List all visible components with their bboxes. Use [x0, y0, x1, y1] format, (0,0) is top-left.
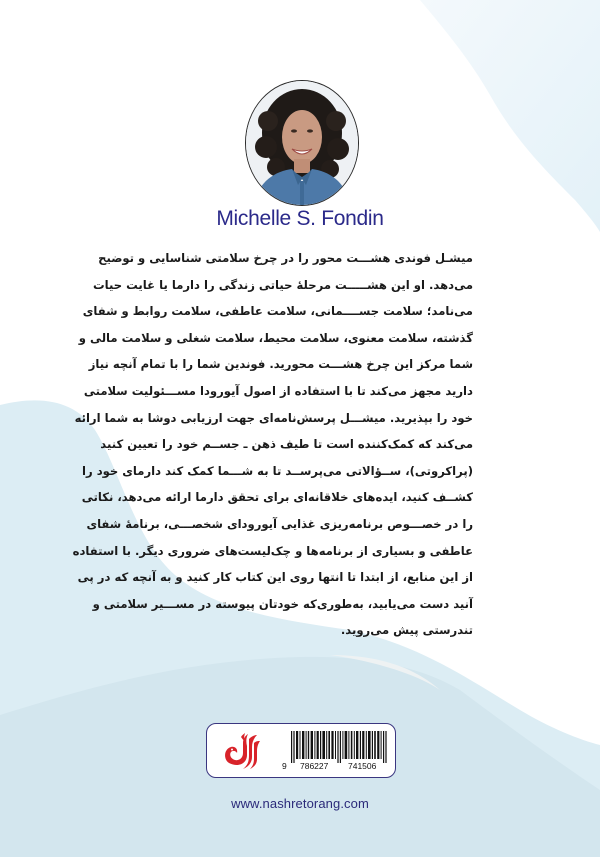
isbn-barcode	[291, 731, 391, 763]
publisher-website[interactable]: www.nashretorang.com	[231, 796, 369, 811]
description-line: آنید دست می‌یابید، به‌طوری‌که خودتان پیوسته در مســـیر سلامتی و	[92, 596, 473, 611]
description-line: (پراکروتی)، ســؤالاتی می‌پرســد تا به شـــما کمک کند دارمای خود را	[82, 463, 473, 478]
description-line: کشــف کنید، ایده‌های خلاقانه‌ای برای تحقق دارما ارائه می‌دهد، نکاتی	[81, 490, 473, 505]
description-line: شما مرکز این چرخ هشـــت محورید. فوندین شما را با تمام آنچه نیاز	[88, 357, 473, 372]
author-photo-icon	[246, 81, 358, 205]
description-line: تندرستی پیش می‌روید.	[340, 623, 473, 638]
phoenix-logo-icon	[221, 733, 261, 771]
description-line: دارید مجهز می‌کند تا با استفاده از اصول آیورودا مســـئولیت سلامتی	[83, 383, 473, 398]
isbn-digits-right: 741506	[348, 761, 377, 771]
author-name: Michelle S. Fondin	[216, 207, 384, 230]
description-line: می‌نامد؛ سلامت جســــمانی، سلامت عاطفی، سلامت روابط و شفای	[82, 304, 473, 319]
description-line: میشـل فوندی هشـــت محور را در چرخ سلامتی شناسایی و توضیح	[98, 251, 473, 265]
description-line: می‌کند که کمک‌کننده است تا طیف ذهن ـ جســم خود را تعیین کنید	[100, 437, 473, 452]
isbn-digits-left: 786227	[300, 761, 329, 771]
isbn-digit-prefix: 9	[282, 761, 287, 771]
description-line: گذشته، سلامت معنوی، سلامت محیط، سلامت شغلی و سلامت مالی و	[78, 330, 473, 345]
book-description	[72, 245, 473, 644]
isbn-barcode-box	[206, 723, 396, 778]
description-line: عاطفی و بسیاری از برنامه‌ها و چک‌لیست‌های ضروری دیگر. با استفاده	[72, 543, 473, 558]
description-line: از این منابع، از ابتدا تا انتها روی این کتاب کار کنید و به آنچه که در پی	[77, 570, 473, 585]
description-line: را در خصـــوص برنامه‌ریزی غذایی آیورودای شخصـــی، برنامهٔ شفای	[86, 516, 473, 531]
author-portrait	[245, 80, 359, 206]
description-line: خود را بپذیرید. میشـــل پرسش‌نامه‌ای جهت ارزیابی دوشا به شما ارائه	[74, 410, 473, 425]
description-line: می‌دهد. او این هشـــــت مرحلهٔ حیاتی زندگی را دارما یا غایت حیات	[93, 277, 473, 292]
